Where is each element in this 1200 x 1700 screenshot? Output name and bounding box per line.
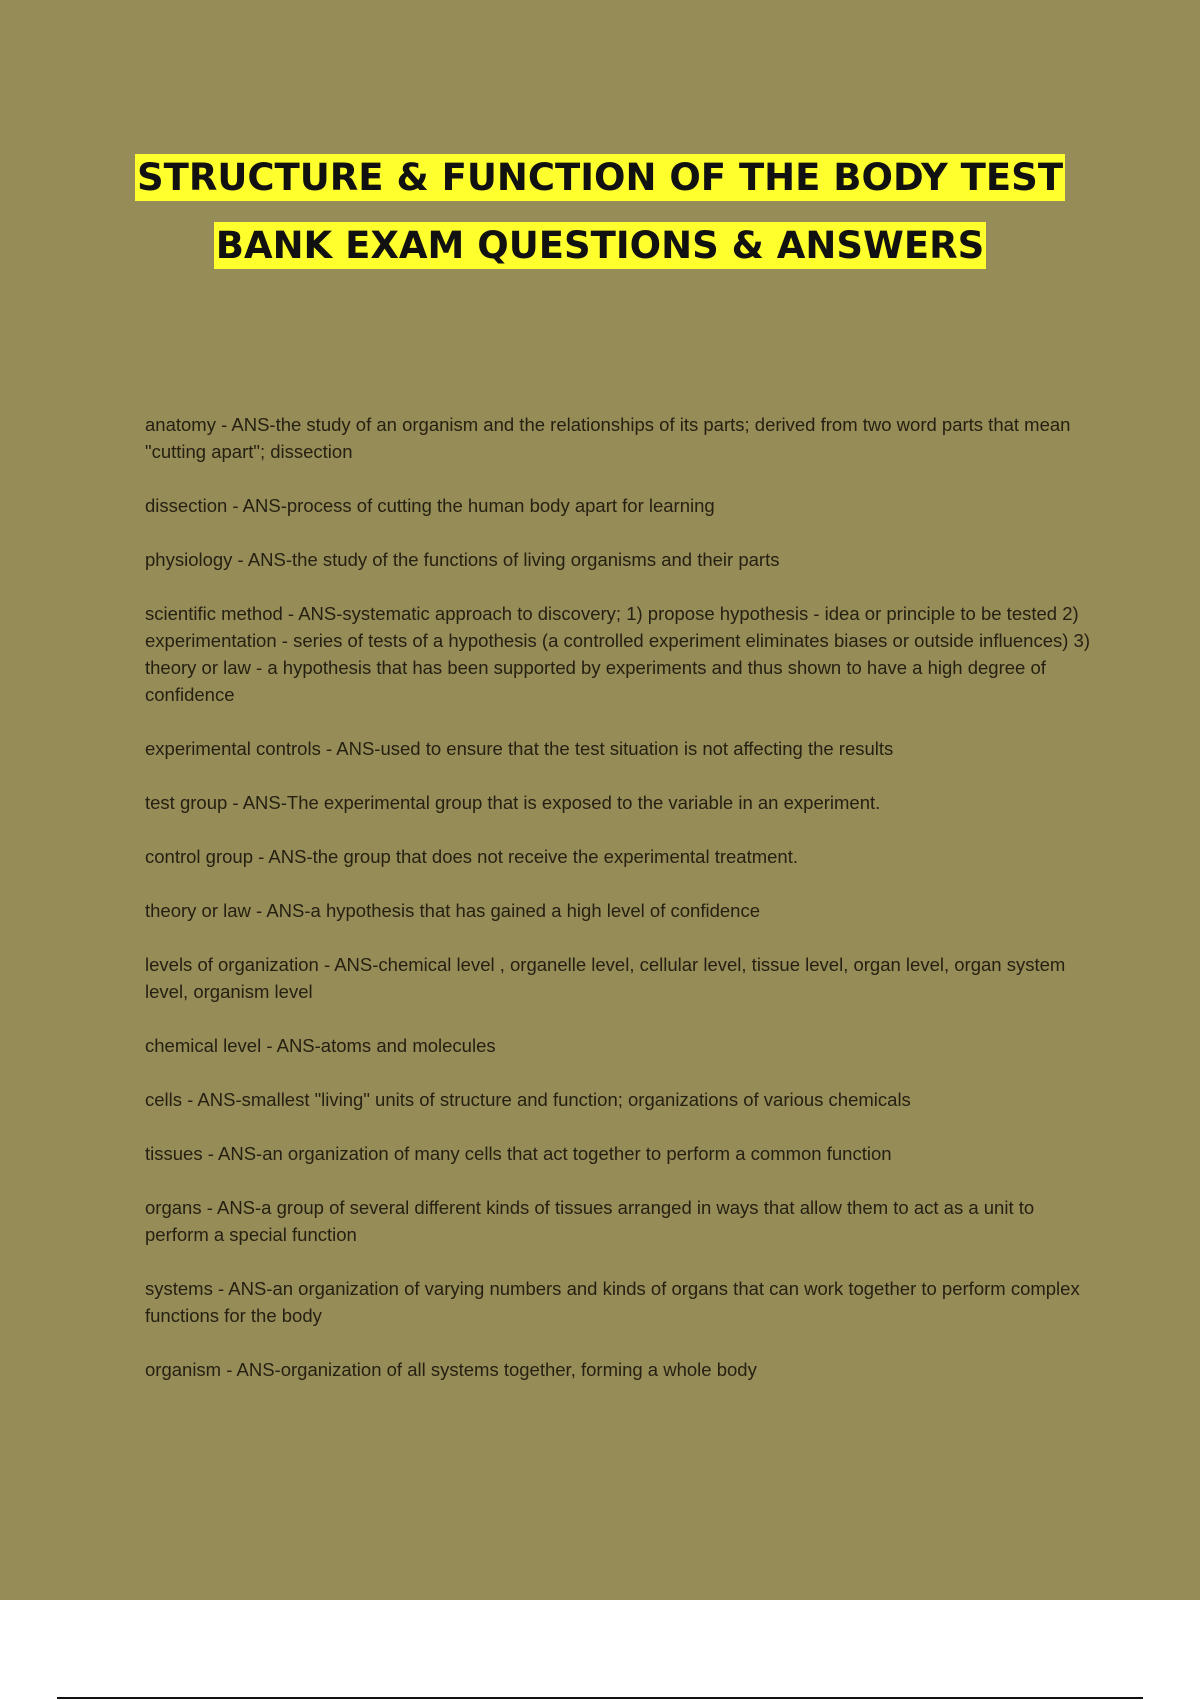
title-line-2: BANK EXAM QUESTIONS & ANSWERS <box>215 224 985 267</box>
document-title <box>0 144 1200 280</box>
qa-entry: organs - ANS-a group of several different kinds of tissues arranged in ways that allow them to act as a unit to perform a special function <box>145 1197 1035 1245</box>
title-line-1: STRUCTURE & FUNCTION OF THE BODY TEST <box>136 156 1064 199</box>
qa-entry: anatomy - ANS-the study of an organism and the relationships of its parts; derived from two word parts that mean "cutting apart"; dissection <box>145 414 1071 462</box>
qa-entry: chemical level - ANS-atoms and molecules <box>145 1035 496 1056</box>
qa-entry: dissection - ANS-process of cutting the human body apart for learning <box>145 495 715 516</box>
qa-entry: test group - ANS-The experimental group that is exposed to the variable in an experiment. <box>145 792 881 813</box>
qa-entry: scientific method - ANS-systematic approach to discovery; 1) propose hypothesis - idea or principle to be tested 2) experimentation - series of tests of a hypothesis (a controlled experiment eliminates biases or outside influences) 3) theory or law - a hypothesis that has been supported by experiments and thus shown to have a high degree of confidence <box>145 603 1090 705</box>
page-divider-line <box>57 1697 1143 1699</box>
qa-entry: experimental controls - ANS-used to ensure that the test situation is not affecting the results <box>145 738 894 759</box>
qa-entry: cells - ANS-smallest "living" units of structure and function; organizations of various chemicals <box>145 1089 911 1110</box>
qa-entry: tissues - ANS-an organization of many cells that act together to perform a common function <box>145 1143 892 1164</box>
qa-entry: systems - ANS-an organization of varying numbers and kinds of organs that can work together to perform complex functions for the body <box>145 1278 1080 1326</box>
qa-entry: theory or law - ANS-a hypothesis that has gained a high level of confidence <box>145 900 760 921</box>
qa-entry-list <box>145 411 1095 1410</box>
qa-entry: physiology - ANS-the study of the functions of living organisms and their parts <box>145 549 780 570</box>
qa-entry: organism - ANS-organization of all systems together, forming a whole body <box>145 1359 757 1380</box>
qa-entry: control group - ANS-the group that does not receive the experimental treatment. <box>145 846 799 867</box>
qa-entry: levels of organization - ANS-chemical level , organelle level, cellular level, tissue level, organ level, organ system level, organism level <box>145 954 1066 1002</box>
